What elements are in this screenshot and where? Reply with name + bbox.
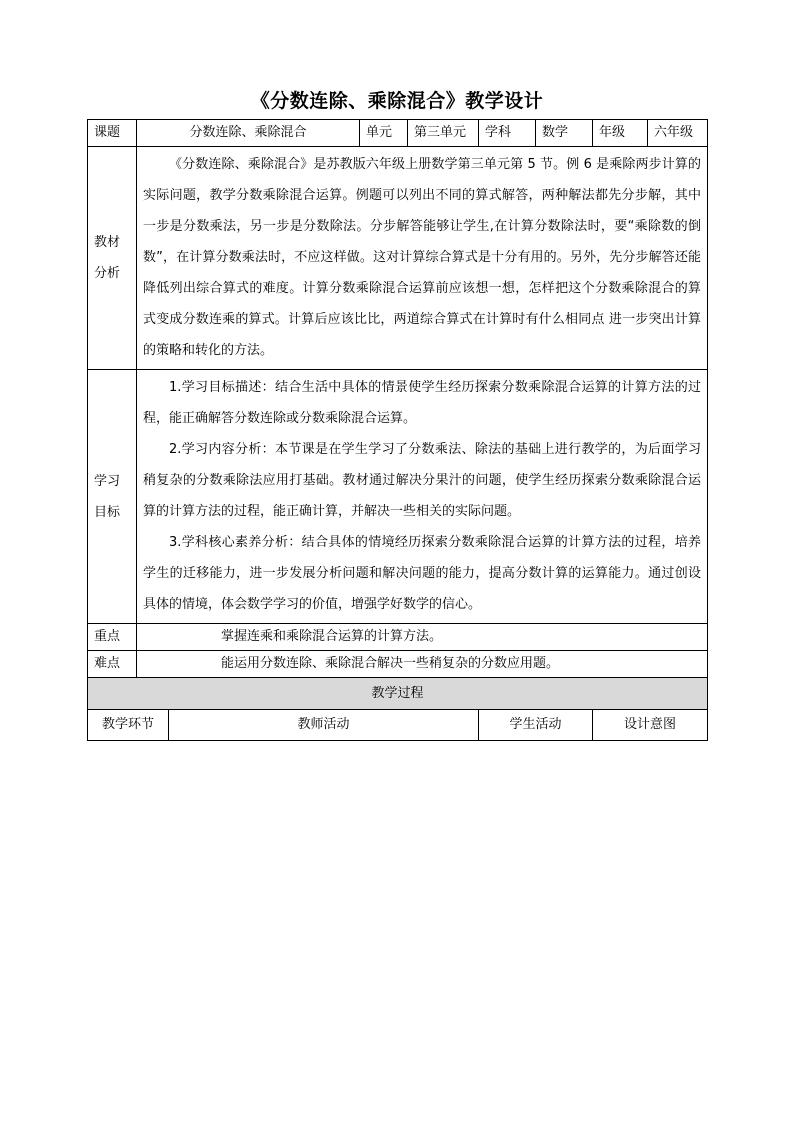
material-analysis-text — [137, 147, 708, 370]
learning-goal-item-1: 1.学习目标描述：结合生活中具体的情景使学生经历探索分数乘除混合运算的计算方法的过程，能正确解答分数连除或分数乘除混合运算。 — [143, 380, 702, 426]
key-point-row — [88, 624, 708, 651]
learning-goal-item-3: 3.学科核心素养分析：结合具体的情境经历探索分数乘除混合运算的计算方法的过程，培养学生的迁移能力，进一步发展分析问题和解决问题的能力，提高分数计算的运算能力。通过创设具体的情境，体会数学学习的价值，增强学好数学的信心。 — [143, 535, 702, 612]
key-point-text: 掌握连乘和乘除混合运算的计算方法。 — [137, 624, 708, 651]
learning-goals-label-line1: 学习 — [94, 473, 121, 489]
unit-value: 第三单元 — [408, 120, 479, 147]
process-col-stage: 教学环节 — [88, 710, 169, 741]
process-columns-row — [88, 710, 708, 741]
material-analysis-label — [88, 147, 137, 370]
topic-value: 分数连除、乘除混合 — [137, 120, 360, 147]
key-point-label: 重点 — [88, 624, 137, 651]
process-col-intent: 设计意图 — [593, 710, 708, 741]
learning-goals-text — [137, 370, 708, 624]
material-analysis-row — [88, 147, 708, 370]
difficult-point-row — [88, 651, 708, 678]
grade-label: 年级 — [593, 120, 648, 147]
learning-goals-row — [88, 370, 708, 624]
subject-value: 数学 — [536, 120, 593, 147]
learning-goals-label — [88, 370, 137, 624]
learning-goal-item-2: 2.学习内容分析：本节课是在学生学习了分数乘法、除法的基础上进行教学的，为后面学习稍复杂的分数乘除法应用打基础。教材通过解决分果汁的问题，使学生经历探索分数乘除混合运算的计算方法的过程，能正确计算，并解决一些相关的实际问题。 — [143, 442, 702, 519]
difficult-point-label: 难点 — [88, 651, 137, 678]
subject-label: 学科 — [479, 120, 536, 147]
process-col-student: 学生活动 — [479, 710, 593, 741]
header-row — [88, 120, 708, 147]
grade-value: 六年级 — [648, 120, 708, 147]
topic-label: 课题 — [88, 120, 137, 147]
process-col-teacher: 教师活动 — [169, 710, 479, 741]
difficult-point-text: 能运用分数连除、乘除混合解决一些稍复杂的分数应用题。 — [137, 651, 708, 678]
unit-label: 单元 — [360, 120, 408, 147]
material-analysis-label-line1: 教材 — [94, 235, 121, 250]
process-heading-row — [88, 678, 708, 710]
learning-goals-label-line2: 目标 — [94, 504, 121, 520]
material-analysis-paragraph: 《分数连除、乘除混合》是苏教版六年级上册数学第三单元第 5 节。例 6 是乘除两步计算的实际问题，教学分数乘除混合运算。例题可以列出不同的算式解答，两种解法都先分步解，其中一步是分数乘法，另一步是分数除法。分步解答能够让学生,在计算分数除法时，要“乘除数的倒数”，在计算分数乘法时，不应这样做。这对计算综合算式是十分有用的。另外，先分步解答还能降低列出综合算式的难度。计算分数乘除混合运算前应该想一想，怎样把这个分数乘除混合的算式变成分数连乘的算式。计算后应该比比，两道综合算式在计算时有什么相同点 进一步突出计算的策略和转化的方法。 — [143, 157, 702, 358]
document-title: 《分数连除、乘除混合》教学设计 — [250, 90, 544, 112]
lesson-design-table — [87, 119, 708, 741]
material-analysis-label-line2: 分析 — [94, 266, 121, 281]
process-heading: 教学过程 — [88, 678, 708, 710]
